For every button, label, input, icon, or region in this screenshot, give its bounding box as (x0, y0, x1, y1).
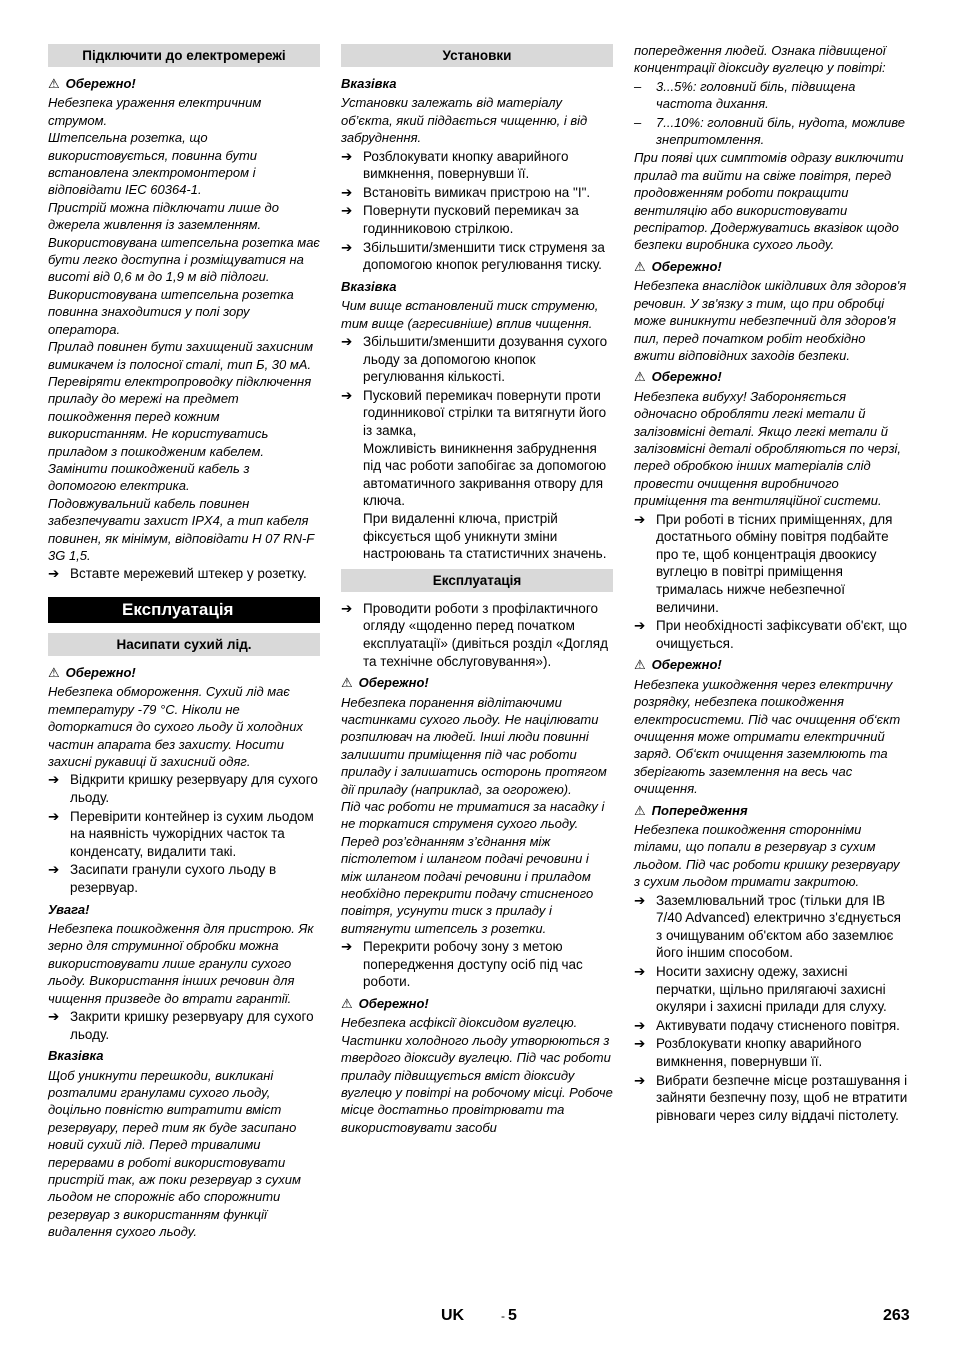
caution-text: Подовжувальний кабель повинен забезпечувати захист IPX4, а тип кабеля повинен, як мінімум, відповідати H 07 RN-F 3G 1,5. (48, 495, 314, 563)
note-label: Вказівка (341, 76, 397, 91)
instruction-step: ➔ Вибрати безпечне місце розташування і зайняти безпечну позу, щоб не втратити рівноваги через силу віддачі пістолету. (634, 1072, 908, 1123)
arrow-right-icon: ➔ (48, 808, 60, 824)
caution-text: Використовувана штепсельна розетка повинна знаходитися у полі зору оператора. (48, 286, 294, 337)
step-continuation: Можливість виникнення забруднення під час роботи запобігає за допомогою автоматичного закривання отвору для ключа. (363, 440, 607, 509)
instruction-step: ➔ Перевірити контейнер із сухим льодом на наявність чужорідних часток та конденсату, видалити такі. (48, 808, 314, 859)
footer-section-page: - 5 (501, 1307, 517, 1324)
caution-text: Перед роз’єднанням з’єднання між пістолетом і шлангом подачі речовини і між шлангом подачі речовини і приладом необхідно перекрити подачу стисненого повітря, усунути тиск з приладу і витягнути штепсель з розетки. (341, 833, 594, 936)
arrow-right-icon: ➔ (341, 148, 353, 164)
instruction-step: ➔ Перекрити робочу зону з метою попередження доступу осіб під час роботи. (341, 939, 583, 990)
attention-text: Небезпека пошкодження для пристрою. Як зерно для струминної обробки можна використовувати лише гранули сухого льоду. Використання інших речовин для чищення призведе до втрати гарантії. (48, 920, 314, 1006)
column-2 (341, 44, 613, 1136)
warning-triangle-icon: ⚠ (48, 664, 60, 680)
arrow-right-icon: ➔ (634, 892, 646, 908)
column-3 (634, 42, 908, 1124)
instruction-step: ➔ Розблокувати кнопку аварийного вимкнення, повернувши її. (341, 148, 569, 182)
arrow-right-icon: ➔ (341, 600, 353, 616)
column-1 (48, 44, 320, 1241)
warning-heading: ⚠ Попередження (634, 802, 748, 818)
note-label: Вказівка (341, 278, 397, 294)
arrow-right-icon: ➔ (341, 203, 353, 219)
instruction-step: ➔ Розблокувати кнопку аварийного вимкнення, повернувши її. (634, 1036, 862, 1069)
warning-triangle-icon: ⚠ (341, 675, 353, 691)
instruction-step: ➔ При необхідності зафіксувати об'єкт, що очищується. (634, 618, 908, 651)
dash-item: – 7...10%: головний біль, нудота, можливе знепритомлення. (634, 114, 905, 148)
caution-heading: ⚠ Обережно! (634, 657, 722, 673)
arrow-right-icon: ➔ (634, 1072, 646, 1088)
instruction-step: ➔ Носити захисну одежу, захисні перчатки, щільно прилягаючі захисні окуляри і захисні прилади для слуху. (634, 963, 887, 1015)
caution-text: Небезпека асфіксії діоксидом вуглецю. Частинки холодного льоду утворюються з твердого діоксиду вуглецю. Під час роботи приладу підвищується вміст діоксиду вуглецю у повітрі на робочому місці. Робоче місце достатньо провітрювати та використовувати засоби (341, 1015, 613, 1135)
instruction-step: ➔ Збільшити/зменшити тиск струменя за допомогою кнопок регулювання тиску. (341, 239, 605, 273)
caution-heading: ⚠ Обережно! (48, 664, 136, 680)
instruction-step: ➔ Активувати подачу стисненого повітря. (634, 1017, 900, 1033)
caution-text: Перевіряти електропроводку підключення приладу до мережі на предмет пошкодження перед кожним використанням. Не користуватись приладом з пошкодженим кабелем. Замінити пошкоджений кабель з допомогою електрика. (48, 373, 312, 494)
arrow-right-icon: ➔ (634, 1017, 646, 1033)
instruction-step: ➔ Закрити кришку резервуару для сухого льоду. (48, 1009, 314, 1042)
footer-language: UK (441, 1307, 465, 1324)
caution-text: Використовувана штепсельна розетка має бути легко доступна і розміщуватися на висоті від 0,6 м до 1,9 м від підлоги. (48, 234, 320, 285)
caution-text: Небезпека обмороження. Сухий лід має температуру -79 °C. Ніколи не доторкатися до сухого льоду й холодних частин апарата без захисту. Носити захисні рукавиці й захисний одяг. (48, 684, 303, 769)
dash-item: – 3...5%: головний біль, підвищена частота дихання. (634, 78, 856, 112)
section-header-settings: Установки (341, 44, 613, 67)
section-header-fill: Насипати сухий лід. (48, 633, 320, 656)
instruction-step: ➔ Встановіть вимикач пристрою на "I". (341, 184, 591, 200)
warning-triangle-icon: ⚠ (634, 258, 646, 274)
caution-text: Небезпека поранення відлітаючими частинками сухого льоду. Не націлювати розпилювач на людей. Інші люди повинні залишити приміщення під час роботи приладу і залишатись осторонь протягом дії приладу (наприклад, за огорожею). (341, 694, 607, 797)
arrow-right-icon: ➔ (341, 239, 353, 255)
instruction-step: ➔ Вставте мережевий штекер у розетку. (48, 566, 307, 582)
symptoms-text: При появі цих симптомів одразу виключити прилад та вийти на свіже повітря, перед продовженням роботи покращити вентиляцію або використовувати респіратор. Додержуватись вказівок щодо безпеки виробника сухого льоду. (634, 150, 904, 253)
caution-heading: ⚠ Обережно! (634, 258, 722, 274)
warning-text: Небезпека пошкодження сторонніми тілами, що попали в резервуар з сухим льодом. Під час роботи кришку резервуару з сухим льодом тримати закритою. (634, 821, 900, 890)
caution-text: Небезпека вибуху! Забороняється одночасно обробляти легкі метали й залізовмісні деталі. Якщо легкі метали й залізовмісні деталі обробляються по черзі, перед обробкою інших матеріалів слід провести очищення виробничого приміщення та вентиляційної системи. (634, 388, 902, 509)
caution-text: Небезпека ураження електричним струмом. (48, 95, 262, 128)
instruction-step: ➔ Засипати гранули сухого льоду в резервуар. (48, 862, 277, 895)
instruction-step: ➔ Заземлювальний трос (тільки для IB 7/40 Advanced) електрично з'єднується з очищуваним об'єктом або заземлює його іншим способом. (634, 892, 901, 961)
arrow-right-icon: ➔ (48, 772, 60, 788)
warning-triangle-icon: ⚠ (634, 657, 646, 673)
caution-text: Небезпека ушкодження через електричну розрядку, небезпека пошкодження електросистеми. Під час очищення об‘єкт очищення може отримати електричний заряд. Об‘єкт очищення заземлюють та зберігають заземлення на весь час очищення. (634, 676, 901, 797)
attention-label: Увага! (48, 901, 90, 917)
note-text: Установки залежать від матеріалу об’єкта, який піддається чищенню, і від забруднення. (341, 95, 588, 146)
arrow-right-icon: ➔ (341, 387, 353, 403)
instruction-step: ➔ Пусковий перемикач повернути проти годинникової стрілки та витягнути його із замка, (341, 387, 607, 438)
note-label: Вказівка (48, 1048, 104, 1064)
warning-triangle-icon: ⚠ (634, 369, 646, 385)
arrow-right-icon: ➔ (634, 963, 646, 979)
instruction-step: ➔ Проводити роботи з профілактичного огляду «щоденно перед початком експлуатації» (дивіться розділ «Догляд та технічне обслуговування»). (341, 600, 608, 669)
arrow-right-icon: ➔ (341, 334, 353, 349)
warning-triangle-icon: ⚠ (634, 802, 646, 818)
warning-triangle-icon: ⚠ (48, 76, 60, 91)
arrow-right-icon: ➔ (634, 1036, 646, 1052)
caution-heading: ⚠ Обережно! (341, 995, 429, 1011)
step-continuation: При видаленні ключа, пристрій фіксується щоб уникнути зміни настроювань та статистичних значень. (363, 510, 607, 562)
chapter-header-operation: Експлуатація (48, 597, 320, 623)
arrow-right-icon: ➔ (634, 511, 646, 527)
caution-text: Прилад повинен бути захищений захисним вимикачем із полосної сталі, тип Б, 30 мА. (48, 339, 314, 372)
caution-text: Штепсельна розетка, що використовується, повинна бути встановлена электромонтером і відповідати IEC 60364-1. (48, 130, 258, 198)
footer-page-number: 263 (883, 1307, 910, 1324)
caution-heading: ⚠ Обережно! (48, 76, 136, 91)
arrow-right-icon: ➔ (341, 939, 353, 955)
instruction-step: ➔ Відкрити кришку резервуару для сухого льоду. (48, 772, 318, 805)
arrow-right-icon: ➔ (634, 618, 646, 634)
caution-heading: ⚠ Обережно! (634, 369, 722, 385)
warning-triangle-icon: ⚠ (341, 995, 353, 1011)
instruction-step: ➔ Повернути пусковий перемикач за годинниковою стрілкою. (341, 203, 579, 236)
instruction-step: ➔ При роботі в тісних приміщеннях, для достатнього обміну повітря подбайте про те, щоб концентрація двоокису вуглецю в повітрі приміщення трималась нижче небезпечної величини. (634, 511, 893, 615)
caution-text: Пристрій можна підключати лише до джерела живлення із заземленням. (48, 199, 279, 233)
continued-text: попередження людей. Ознака підвищеної концентрації діоксиду вуглецю у повітрі: (634, 43, 886, 76)
section-header-operation: Експлуатація (341, 569, 613, 592)
caution-text: Під час роботи не триматися за насадку і не торкатися струменя сухого льоду. (341, 798, 605, 832)
arrow-right-icon: ➔ (48, 862, 60, 878)
arrow-right-icon: ➔ (48, 566, 60, 582)
arrow-right-icon: ➔ (341, 184, 353, 200)
note-text: Чим вище встановлений тиск струменю, тим вище (агресивніше) вплив чищення. (341, 298, 599, 331)
caution-heading: ⚠ Обережно! (341, 675, 429, 691)
note-text: Щоб уникнути перешкоди, викликані розталими гранулами сухого льоду, доцільно повністю витратити вміст резервуару, перед тим як буде засипано новий сухий лід. Перед тривалими перервами в роботі використовувати пристрій так, аж поки резервуар з сухим льодом не спорожніє або спорожнити резервуар з використанням функції видалення сухого льоду. (48, 1067, 301, 1240)
caution-text: Небезпека внаслідок шкідливих для здоров'я речовин. У зв'язку з тим, що при обробці може виникнути небезпечний для здоров'я пил, перед початком робіт необхідно вжити відповідних заходів безпеки. (634, 278, 907, 363)
arrow-right-icon: ➔ (48, 1009, 60, 1024)
section-header-connect: Підключити до електромережі (48, 44, 320, 67)
instruction-step: ➔ Збільшити/зменшити дозування сухого льоду за допомогою кнопок регулювання кількості. (341, 334, 608, 385)
